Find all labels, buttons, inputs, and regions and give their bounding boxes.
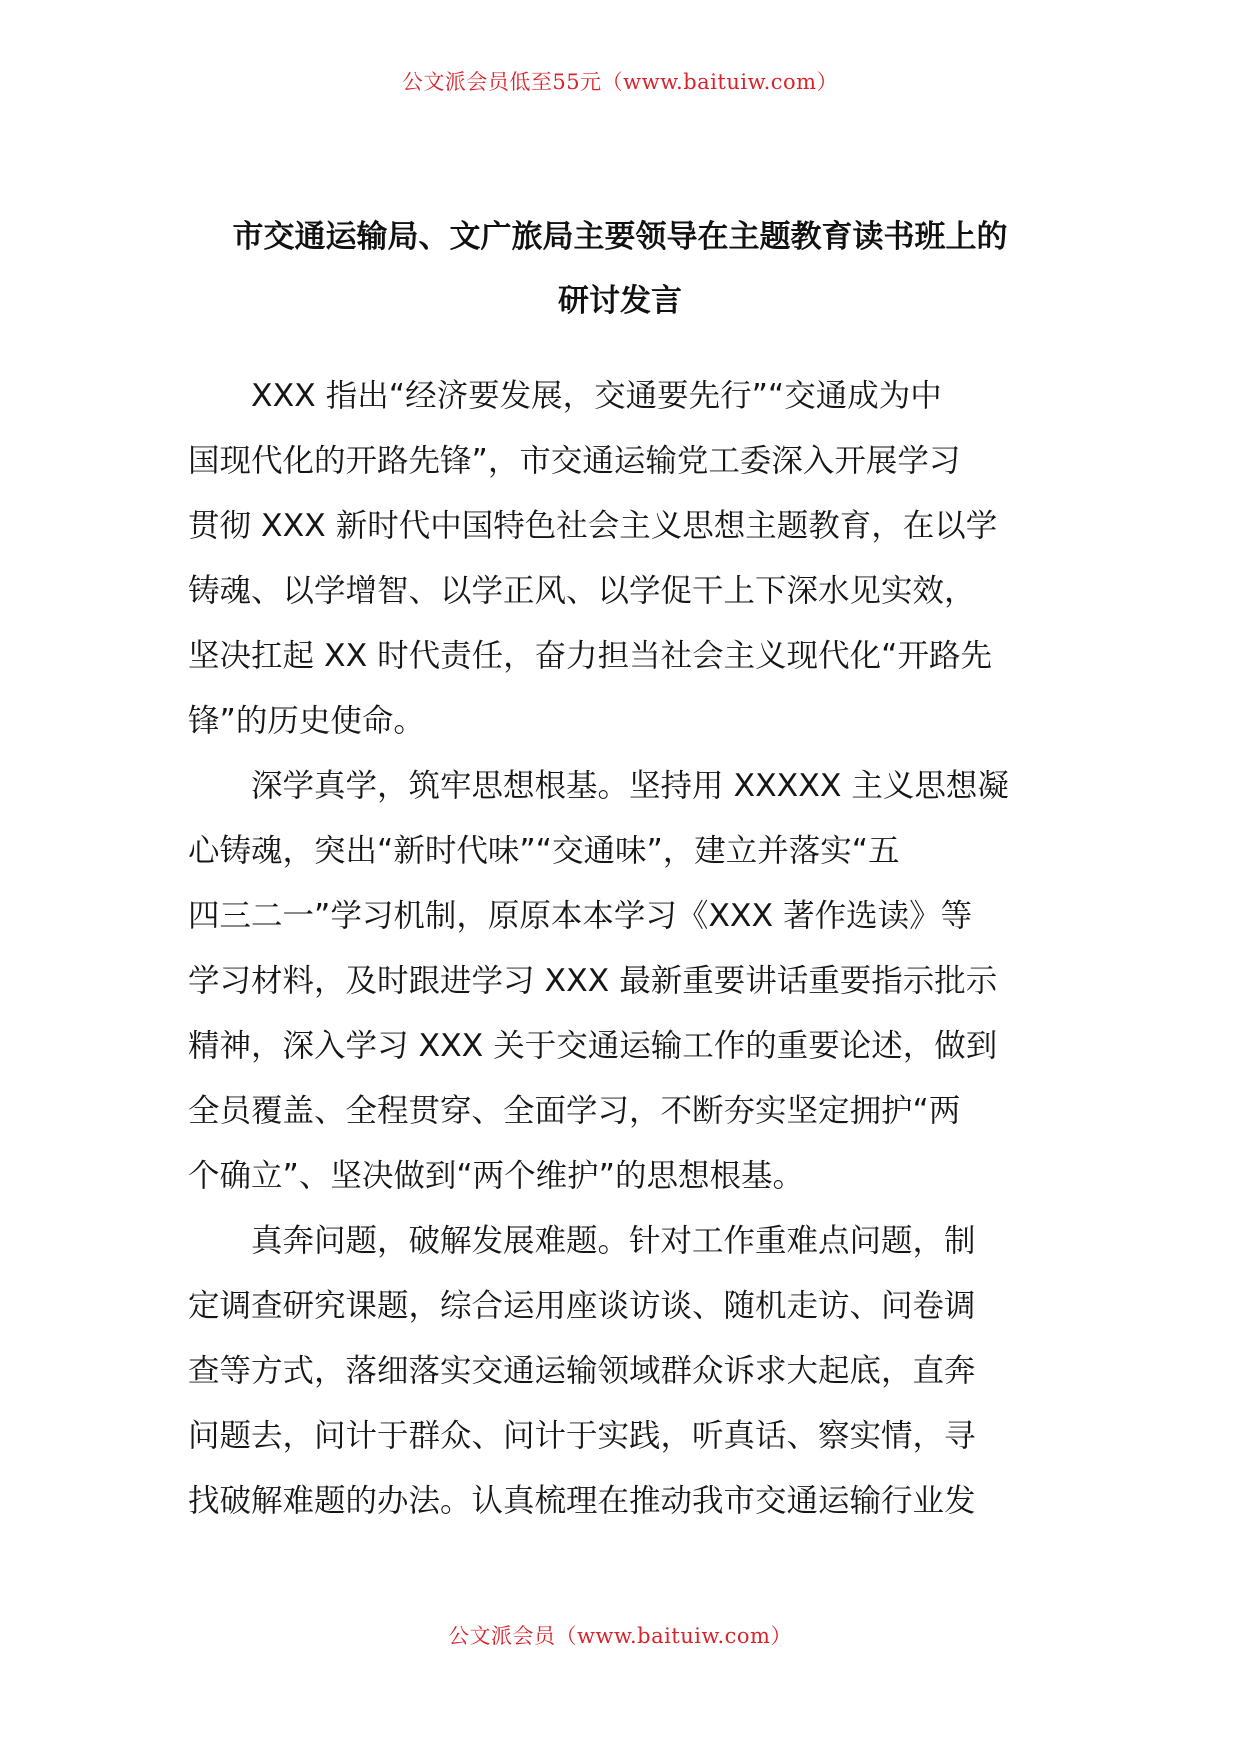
text-line: 全员覆盖、全程贯穿、全面学习，不断夯实坚定拥护“两: [188, 1093, 961, 1129]
text-line: 深学真学，筑牢思想根基。坚持用 XXXXX 主义思想凝: [188, 768, 1009, 804]
text-line: 个确立”、坚决做到“两个维护”的思想根基。: [188, 1158, 804, 1194]
title-line: 市交通运输局、文广旅局主要领导在主题教育读书班上的: [232, 219, 1008, 255]
text-line: 贯彻 XXX 新时代中国特色社会主义思想主题教育，在以学: [188, 508, 998, 544]
paragraph: [188, 1209, 1052, 1534]
text-line: 精神，深入学习 XXX 关于交通运输工作的重要论述，做到: [188, 1028, 998, 1064]
text-line: 心铸魂，突出“新时代味”“交通味”，建立并落实“五: [188, 833, 900, 869]
header-watermark-text: 公文派会员低至55元（www.baituiw.com）: [401, 70, 839, 94]
text-line: 定调查研究课题，综合运用座谈访谈、随机走访、问卷调: [188, 1288, 976, 1324]
text-line: 学习材料，及时跟进学习 XXX 最新重要讲话重要指示批示: [188, 963, 998, 999]
text-line: 铸魂、以学增智、以学正风、以学促干上下深水见实效，: [188, 573, 976, 609]
text-line: 问题去，问计于群众、问计于实践，听真话、察实情，寻: [188, 1418, 976, 1454]
text-line: 锋”的历史使命。: [188, 703, 425, 739]
text-line: 国现代化的开路先锋”，市交通运输党工委深入开展学习: [188, 443, 961, 479]
footer-watermark-text: 公文派会员（www.baituiw.com）: [448, 1624, 792, 1648]
text-line: XXX 指出“经济要发展，交通要先行”“交通成为中: [188, 378, 942, 414]
paragraph: [188, 754, 1052, 1209]
document-body: [188, 364, 1052, 1534]
text-line: 四三二一”学习机制，原原本本学习《XXX 著作选读》等: [188, 898, 973, 934]
text-line: 查等方式，落细落实交通运输领域群众诉求大起底，直奔: [188, 1353, 976, 1389]
text-line: 真奔问题，破解发展难题。针对工作重难点问题，制: [188, 1223, 976, 1259]
text-line: 坚决扛起 XX 时代责任，奋力担当社会主义现代化“开路先: [188, 638, 993, 674]
paragraph: [188, 364, 1052, 754]
title-line: 研讨发言: [558, 283, 682, 319]
document-title: [186, 205, 1054, 333]
text-line: 找破解难题的办法。认真梳理在推动我市交通运输行业发: [188, 1483, 976, 1519]
